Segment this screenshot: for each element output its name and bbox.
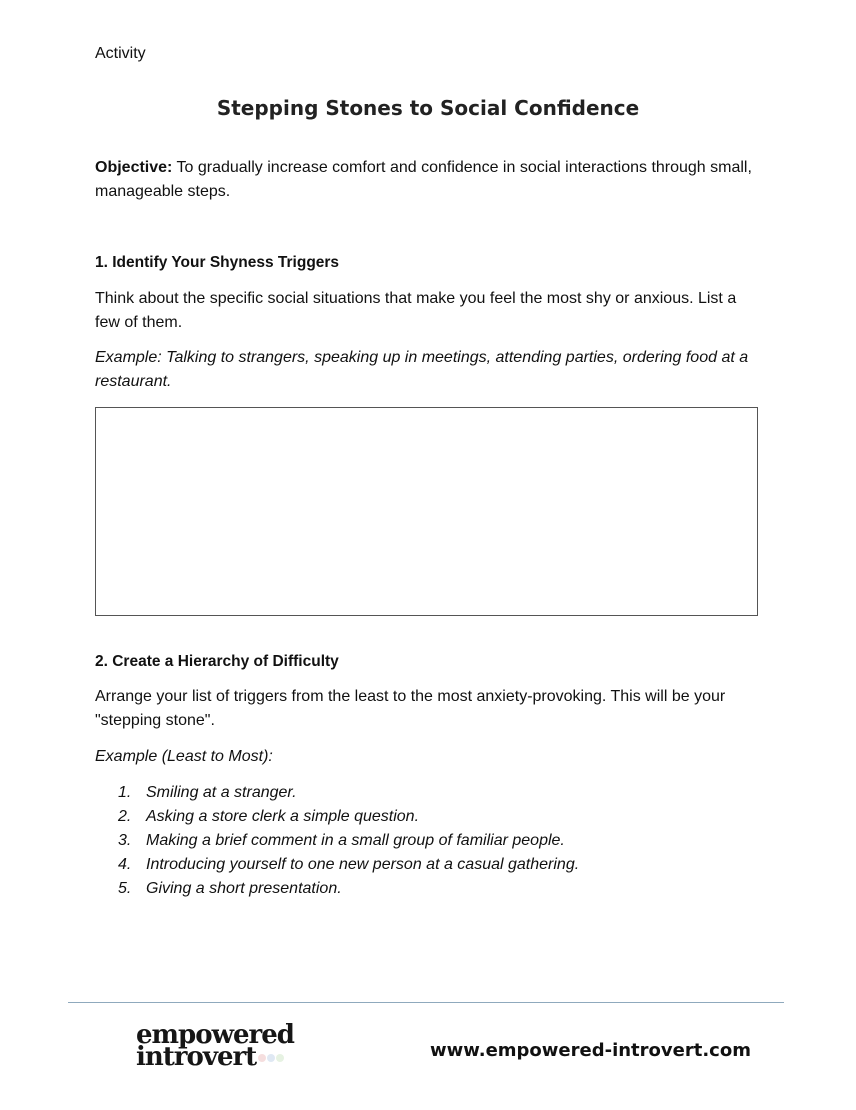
logo-dots [258,1054,284,1062]
list-item-number: 1. [118,784,132,801]
list-item [118,805,579,829]
objective-label: Objective: [95,159,173,176]
section2-body: Arrange your list of triggers from the least to the most anxiety-provoking. This will be your "stepping stone". [95,688,726,729]
objective-paragraph [95,156,759,204]
logo-line-2-wrap [136,1042,294,1072]
objective-text: To gradually increase comfort and confidence in social interactions through small, manageable steps. [95,159,752,200]
list-item-text: Giving a short presentation. [146,880,342,897]
section2-heading: 2. Create a Hierarchy of Difficulty [95,653,339,670]
logo-dot-blue [267,1054,275,1062]
header-label: Activity [95,45,146,62]
list-item-number: 5. [118,880,132,897]
logo-line-1: empowered [136,1020,294,1050]
hierarchy-steps-list [118,781,579,901]
section1-example: Example: Talking to strangers, speaking up in meetings, attending parties, ordering food at a restaurant. [95,349,749,390]
section1-body: Think about the specific social situations that make you feel the most shy or anxious. List a few of them. [95,290,737,331]
section2-example-label: Example (Least to Most): [95,748,273,765]
list-item-number: 2. [118,808,132,825]
footer-divider [68,1002,784,1003]
list-item-number: 4. [118,856,132,873]
logo-line-2: introvert [136,1042,257,1072]
list-item-text: Smiling at a stranger. [146,784,297,801]
list-item [118,781,579,805]
list-item-text: Asking a store clerk a simple question. [146,808,420,825]
list-item [118,877,579,901]
list-item [118,853,579,877]
list-item-text: Making a brief comment in a small group of familiar people. [146,832,565,849]
logo-dot-green [276,1054,284,1062]
section1-heading: 1. Identify Your Shyness Triggers [95,254,340,271]
list-item [118,829,579,853]
triggers-answer-box[interactable] [95,407,758,616]
empowered-introvert-logo [136,1020,294,1072]
list-item-number: 3. [118,832,132,849]
page-title: Stepping Stones to Social Confidence [216,96,640,120]
list-item-text: Introducing yourself to one new person at a casual gathering. [146,856,580,873]
website-url: www.empowered-introvert.com [430,1040,751,1061]
logo-dot-pink [258,1054,266,1062]
